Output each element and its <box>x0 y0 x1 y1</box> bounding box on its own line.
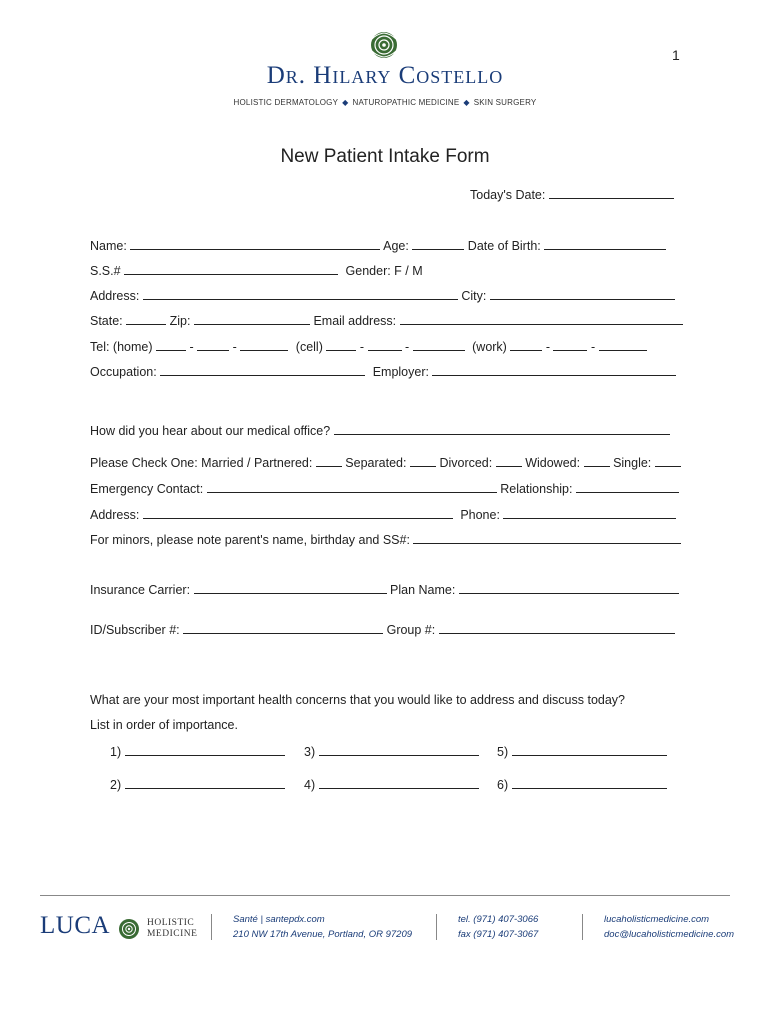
practice-tagline <box>0 98 770 107</box>
cell-prefix-field[interactable] <box>368 339 402 351</box>
address-label: Address: <box>90 289 140 303</box>
concern-1 <box>110 744 285 759</box>
occupation-row <box>90 364 676 379</box>
widowed-checkbox[interactable] <box>584 455 610 467</box>
married-checkbox[interactable] <box>316 455 342 467</box>
form-title: New Patient Intake Form <box>280 146 490 167</box>
state-row <box>90 313 683 328</box>
emergency-contact-field[interactable] <box>207 481 497 493</box>
concern-3-number: 3) <box>304 745 316 759</box>
name-row <box>90 238 666 253</box>
emergency-address-label: Address: <box>90 508 140 522</box>
concern-4 <box>304 777 479 792</box>
luca-sub-holistic: HOLISTIC <box>146 917 195 928</box>
luca-brand: LUCA <box>40 912 111 939</box>
rose-flower-icon <box>118 918 140 940</box>
dash: - <box>404 340 410 354</box>
doctor-name: Dr. Hilary Costello <box>266 62 504 89</box>
divorced-label: Divorced: <box>439 456 493 470</box>
single-label: Single: <box>613 456 652 470</box>
dash: - <box>359 340 365 354</box>
id-row <box>90 622 675 637</box>
footer-website[interactable]: lucaholisticmedicine.com <box>604 914 710 925</box>
id-subscriber-label: ID/Subscriber #: <box>90 623 180 637</box>
age-label: Age: <box>383 239 409 253</box>
dash: - <box>545 340 550 354</box>
concern-5 <box>497 744 667 759</box>
cell-area-field[interactable] <box>326 339 356 351</box>
footer-tel[interactable]: tel. (971) 407-3066 <box>458 914 539 925</box>
email-field[interactable] <box>400 313 683 325</box>
age-field[interactable] <box>412 238 464 250</box>
insurance-row <box>90 582 679 597</box>
concern-6-field[interactable] <box>512 777 667 789</box>
concerns-question: What are your most important health concerns that you would like to address and discuss today? <box>90 693 626 707</box>
tagline-surgery: SKIN SURGERY <box>473 98 537 107</box>
work-number-field[interactable] <box>599 339 647 351</box>
minors-field[interactable] <box>413 532 681 544</box>
concern-5-number: 5) <box>497 745 509 759</box>
tagline-naturopathic: NATUROPATHIC MEDICINE <box>352 98 460 107</box>
footer-separator <box>211 914 212 940</box>
state-label: State: <box>90 314 123 328</box>
referral-label: How did you hear about our medical office? <box>90 424 331 438</box>
footer-divider <box>40 895 730 896</box>
footer-address: 210 NW 17th Avenue, Portland, OR 97209 <box>233 929 413 940</box>
employer-label: Employer: <box>372 365 429 379</box>
luca-sub-medicine: MEDICINE <box>146 928 198 939</box>
minors-row <box>90 532 681 547</box>
todays-date-label: Today's Date: <box>470 188 546 202</box>
insurance-carrier-field[interactable] <box>194 582 387 594</box>
minors-label: For minors, please note parent's name, birthday and SS#: <box>90 533 410 547</box>
address-field[interactable] <box>143 288 458 300</box>
emergency-contact-label: Emergency Contact: <box>90 482 204 496</box>
group-label: Group #: <box>386 623 436 637</box>
dash: - <box>232 340 237 354</box>
diamond-separator-icon: ◆ <box>463 98 470 107</box>
concern-2-number: 2) <box>110 778 122 792</box>
ss-row <box>90 263 423 278</box>
page-number: 1 <box>672 47 680 63</box>
tagline-dermatology: HOLISTIC DERMATOLOGY <box>233 98 339 107</box>
cell-label: (cell) <box>295 340 323 354</box>
concern-5-field[interactable] <box>512 744 667 756</box>
dob-label: Date of Birth: <box>467 239 541 253</box>
separated-checkbox[interactable] <box>410 455 436 467</box>
work-area-field[interactable] <box>510 339 542 351</box>
todays-date-field[interactable] <box>549 187 674 199</box>
plan-name-field[interactable] <box>459 582 679 594</box>
emergency-address-field[interactable] <box>143 507 453 519</box>
concern-1-number: 1) <box>110 745 122 759</box>
gender-label: Gender: F / M <box>345 264 423 278</box>
concern-4-field[interactable] <box>319 777 479 789</box>
email-label: Email address: <box>313 314 397 328</box>
zip-field[interactable] <box>194 313 310 325</box>
concern-2 <box>110 777 285 792</box>
tel-home-label: Tel: (home) <box>90 340 153 354</box>
address-row <box>90 288 675 303</box>
concern-3-field[interactable] <box>319 744 479 756</box>
diamond-separator-icon: ◆ <box>342 98 349 107</box>
footer-separator <box>582 914 583 940</box>
city-field[interactable] <box>490 288 675 300</box>
todays-date-row <box>470 187 674 202</box>
footer-web-block <box>604 912 734 942</box>
referral-field[interactable] <box>334 423 670 435</box>
footer-sante-block <box>233 912 412 942</box>
home-number-field[interactable] <box>240 339 288 351</box>
footer-email[interactable]: doc@lucaholisticmedicine.com <box>604 929 735 940</box>
rose-flower-icon <box>369 30 399 60</box>
concern-6 <box>497 777 667 792</box>
name-label: Name: <box>90 239 127 253</box>
referral-row <box>90 423 670 438</box>
footer-phone-block <box>458 912 538 942</box>
employer-field[interactable] <box>432 364 676 376</box>
home-prefix-field[interactable] <box>197 339 229 351</box>
emergency-row <box>90 481 679 496</box>
list-order-note: List in order of importance. <box>90 718 238 732</box>
concern-2-field[interactable] <box>125 777 285 789</box>
state-field[interactable] <box>126 313 166 325</box>
zip-label: Zip: <box>169 314 191 328</box>
ss-field[interactable] <box>124 263 338 275</box>
dash: - <box>590 340 596 354</box>
luca-subtitle <box>147 918 197 940</box>
footer-separator <box>436 914 437 940</box>
phone-label: Phone: <box>460 508 500 522</box>
phone-field[interactable] <box>503 507 676 519</box>
concern-6-number: 6) <box>497 778 509 792</box>
emergency-address-row <box>90 507 676 522</box>
city-label: City: <box>461 289 487 303</box>
group-field[interactable] <box>439 622 675 634</box>
footer-fax: fax (971) 407-3067 <box>458 929 539 940</box>
insurance-carrier-label: Insurance Carrier: <box>90 583 191 597</box>
work-label: (work) <box>472 340 507 354</box>
concern-1-field[interactable] <box>125 744 285 756</box>
relationship-label: Relationship: <box>500 482 573 496</box>
dob-field[interactable] <box>544 238 666 250</box>
plan-name-label: Plan Name: <box>390 583 456 597</box>
occupation-label: Occupation: <box>90 365 157 379</box>
widowed-label: Widowed: <box>525 456 581 470</box>
marital-status-row <box>90 455 681 470</box>
id-subscriber-field[interactable] <box>183 622 383 634</box>
footer-sante[interactable]: Santé | santepdx.com <box>233 914 325 925</box>
name-field[interactable] <box>130 238 380 250</box>
occupation-field[interactable] <box>160 364 365 376</box>
divorced-checkbox[interactable] <box>496 455 522 467</box>
luca-logo <box>40 912 197 940</box>
single-checkbox[interactable] <box>655 455 681 467</box>
ss-label: S.S.# <box>90 264 121 278</box>
married-label: Please Check One: Married / Partnered: <box>90 456 313 470</box>
concern-4-number: 4) <box>304 778 316 792</box>
concern-3 <box>304 744 479 759</box>
relationship-field[interactable] <box>576 481 679 493</box>
work-prefix-field[interactable] <box>553 339 587 351</box>
dash: - <box>189 340 194 354</box>
cell-number-field[interactable] <box>413 339 465 351</box>
home-area-field[interactable] <box>156 339 186 351</box>
separated-label: Separated: <box>345 456 407 470</box>
tel-row <box>90 339 647 354</box>
